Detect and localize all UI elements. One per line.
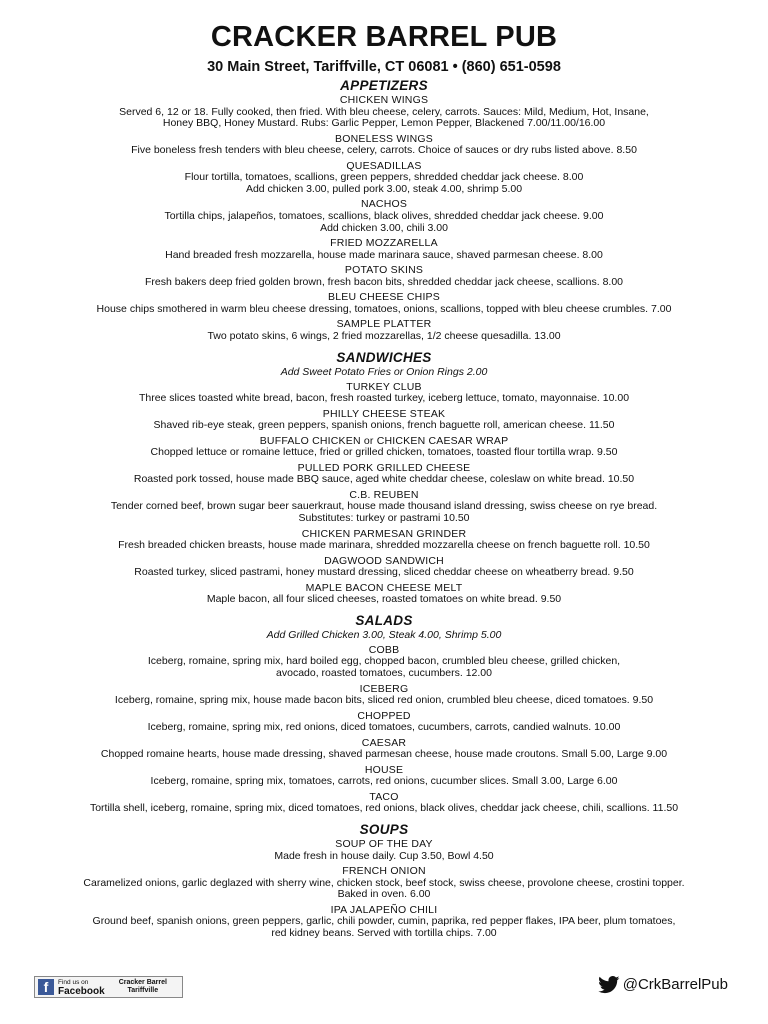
menu-item — [0, 264, 768, 288]
menu-item-description: Add chicken 3.00, chili 3.00 — [320, 221, 448, 234]
menu-item-name: CHICKEN PARMESAN GRINDER — [301, 527, 467, 540]
menu-item-name: SOUP OF THE DAY — [335, 838, 433, 851]
menu-item-description: Chopped lettuce or romaine lettuce, fried or grilled chicken, tomatoes, toasted flour tortilla wrap. 9.50 — [150, 446, 618, 459]
menu-item-name: SAMPLE PLATTER — [336, 318, 432, 331]
facebook-page-name — [119, 979, 167, 995]
facebook-icon: f — [38, 979, 54, 995]
menu-item — [0, 94, 768, 130]
menu-item-name: POTATO SKINS — [344, 264, 424, 277]
twitter-bird-icon — [598, 976, 620, 994]
menu-item-description: Made fresh in house daily. Cup 3.50, Bowl 4.50 — [274, 849, 494, 862]
menu-item-description: Add chicken 3.00, pulled pork 3.00, steak 4.00, shrimp 5.00 — [245, 182, 523, 195]
menu-section — [0, 821, 768, 939]
menu-item-description: Three slices toasted white bread, bacon, fresh roasted turkey, iceberg lettuce, tomato, mayonnaise. 10.00 — [138, 392, 630, 405]
menu-item-name: BUFFALO CHICKEN or CHICKEN CAESAR WRAP — [259, 434, 509, 447]
menu-item — [0, 133, 768, 157]
menu-item-name: ICEBERG — [359, 682, 409, 695]
menu-item — [0, 683, 768, 707]
menu-item — [0, 737, 768, 761]
menu-item — [0, 198, 768, 234]
section-title: APPETIZERS — [340, 78, 428, 93]
menu-item-description: Baked in oven. 6.00 — [337, 888, 431, 901]
menu-item — [0, 582, 768, 606]
menu-item-description: Tortilla chips, jalapeños, tomatoes, scallions, black olives, shredded cheddar jack cheese. 9.00 — [164, 209, 604, 222]
menu-item-name: FRENCH ONION — [342, 865, 426, 878]
menu-section — [0, 612, 768, 815]
menu-section — [0, 349, 768, 606]
facebook-small-text: Find us on — [58, 979, 89, 986]
menu-item-description: Tortilla shell, iceberg, romaine, spring mix, diced tomatoes, red onions, black olives, cheddar jack cheese, chili, scallions. 11.50 — [89, 802, 679, 815]
section-title: SOUPS — [359, 822, 409, 838]
menu-section — [0, 77, 768, 343]
facebook-badge[interactable] — [34, 976, 183, 998]
menu-item-name: PHILLY CHEESE STEAK — [322, 407, 446, 420]
menu-item-name: BONELESS WINGS — [335, 132, 433, 145]
facebook-page-name-line-1: Cracker Barrel — [118, 979, 167, 986]
menu-item-description: Iceberg, romaine, spring mix, red onions, diced tomatoes, cucumbers, carrots, candied walnuts. 10.00 — [147, 721, 621, 734]
menu-item-name: PULLED PORK GRILLED CHEESE — [297, 461, 471, 474]
twitter-link[interactable] — [598, 975, 728, 995]
menu-item-description: Served 6, 12 or 18. Fully cooked, then fried. With bleu cheese, celery, carrots. Sauces: Mild, Medium, Hot, Insane, — [119, 105, 649, 118]
menu-item-name: TACO — [369, 790, 399, 803]
menu-item-description: Substitutes: turkey or pastrami 10.50 — [298, 512, 470, 524]
menu-item-name: CAESAR — [361, 736, 407, 749]
menu-item-description: Two potato skins, 6 wings, 2 fried mozzarellas, 1/2 cheese quesadilla. 13.00 — [207, 329, 561, 342]
menu-item — [0, 528, 768, 552]
menu-item — [0, 318, 768, 342]
page-title: CRACKER BARREL PUB — [210, 21, 558, 53]
menu-item-description: Hand breaded fresh mozzarella, house made marinara sauce, shaved parmesan cheese. 8.00 — [165, 248, 603, 261]
facebook-page-name-line-2: Tariffville — [127, 987, 159, 994]
menu-item — [0, 237, 768, 261]
facebook-text — [58, 978, 105, 996]
menu-item — [0, 865, 768, 901]
menu-item-name: QUESADILLAS — [346, 159, 422, 172]
menu-item-description: Five boneless fresh tenders with bleu cheese, celery, carrots. Choice of sauces or dry rubs listed above. 8.50 — [131, 144, 637, 157]
menu-item-description: Fresh breaded chicken breasts, house made marinara, shredded mozzarella cheese on french baguette roll. 10.50 — [118, 539, 650, 552]
menu-item — [0, 160, 768, 196]
menu-item — [0, 291, 768, 315]
menu-item — [0, 764, 768, 788]
menu-item-name: COBB — [368, 643, 400, 656]
menu-item — [0, 462, 768, 486]
address: 30 Main Street, Tariffville, CT 06081 • (860) 651-0598 — [207, 59, 561, 75]
section-note: Add Grilled Chicken 3.00, Steak 4.00, Shrimp 5.00 — [266, 628, 502, 641]
menu-item — [0, 710, 768, 734]
menu-item — [0, 904, 768, 940]
menu-item-name: MAPLE BACON CHEESE MELT — [305, 581, 463, 594]
menu-sections — [0, 77, 768, 940]
menu-item — [0, 644, 768, 680]
menu-item-description: Iceberg, romaine, spring mix, tomatoes, carrots, red onions, cucumber slices. Small 3.00, Large 6.00 — [150, 775, 618, 788]
menu-item-description: Iceberg, romaine, spring mix, house made bacon bits, sliced red onion, crumbled bleu cheese, diced tomatoes. 9.50 — [114, 694, 654, 707]
menu-item-name: IPA JALAPEÑO CHILI — [330, 903, 438, 916]
menu-item-description: Roasted pork tossed, house made BBQ sauce, aged white cheddar cheese, coleslaw on white bread. 10.50 — [133, 473, 635, 486]
menu-item-name: CHICKEN WINGS — [339, 94, 429, 106]
menu-item — [0, 489, 768, 525]
menu-item-name: FRIED MOZZARELLA — [330, 237, 438, 250]
menu-item-description: Flour tortilla, tomatoes, scallions, green peppers, shredded cheddar jack cheese. 8.00 — [184, 171, 584, 184]
menu-item-description: Ground beef, spanish onions, green peppers, garlic, chili powder, cumin, paprika, red pepper flakes, IPA beer, plum tomatoes, — [92, 915, 676, 928]
menu-item-description: Roasted turkey, sliced pastrami, honey mustard dressing, sliced cheddar cheese on wheatberry bread. 9.50 — [134, 566, 634, 579]
menu-item-name: C.B. REUBEN — [349, 488, 419, 501]
section-title: SALADS — [355, 612, 413, 628]
twitter-handle: @CrkBarrelPub — [622, 976, 728, 993]
section-title: SANDWICHES — [336, 349, 432, 365]
menu-item-description: Fresh bakers deep fried golden brown, fresh bacon bits, shredded cheddar jack cheese, scallions. 8.00 — [144, 275, 624, 288]
menu-item — [0, 435, 768, 459]
section-note: Add Sweet Potato Fries or Onion Rings 2.00 — [280, 365, 488, 378]
menu-item-description: Chopped romaine hearts, house made dressing, shaved parmesan cheese, house made croutons. Small 5.00, Large 9.00 — [100, 748, 668, 761]
menu-item-name: DAGWOOD SANDWICH — [324, 554, 444, 567]
menu-item-description: House chips smothered in warm bleu cheese dressing, tomatoes, onions, scallions, topped with bleu cheese crumbles. 7.00 — [96, 302, 672, 315]
menu-item — [0, 408, 768, 432]
menu-item — [0, 791, 768, 815]
menu-item-name: CHOPPED — [357, 709, 411, 722]
menu-item-name: NACHOS — [360, 198, 408, 211]
menu-item-name: TURKEY CLUB — [346, 380, 422, 393]
facebook-big-text: Facebook — [58, 986, 105, 997]
menu-item-description: Shaved rib-eye steak, green peppers, spanish onions, french baguette roll, american cheese. 11.50 — [153, 419, 615, 432]
menu-item — [0, 838, 768, 862]
menu-item-description: Iceberg, romaine, spring mix, hard boiled egg, chopped bacon, crumbled bleu cheese, grilled chicken, — [147, 655, 621, 668]
menu-item-description: Tender corned beef, brown sugar beer sauerkraut, house made thousand island dressing, swiss cheese on rye bread. — [110, 500, 658, 513]
menu-item-name: HOUSE — [364, 763, 404, 776]
menu-item-name: BLEU CHEESE CHIPS — [328, 291, 440, 304]
menu-item-description: Honey BBQ, Honey Mustard. Rubs: Garlic Pepper, Lemon Pepper, Blackened 7.00/11.00/16.00 — [162, 117, 606, 130]
menu-item-description: Caramelized onions, garlic deglazed with sherry wine, chicken stock, beef stock, swiss cheese, provolone cheese, crostini topper. — [83, 876, 685, 889]
menu-item-description: red kidney beans. Served with tortilla chips. 7.00 — [271, 926, 497, 939]
menu-item-description: Maple bacon, all four sliced cheeses, roasted tomatoes on white bread. 9.50 — [206, 593, 562, 606]
menu-item — [0, 381, 768, 405]
menu — [0, 20, 768, 943]
menu-item-description: avocado, roasted tomatoes, cucumbers. 12.00 — [276, 666, 492, 679]
menu-item — [0, 555, 768, 579]
